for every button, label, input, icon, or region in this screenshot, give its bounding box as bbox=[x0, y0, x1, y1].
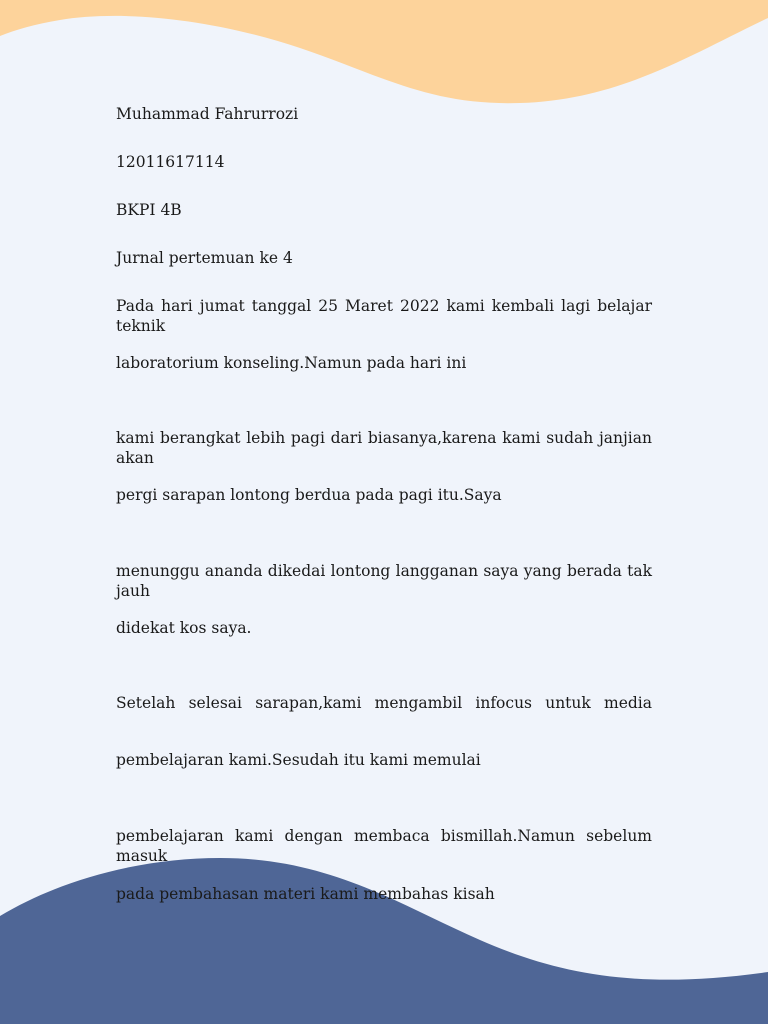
paragraph-line: kami berangkat lebih pagi dari biasanya,karena kami sudah janjian akan bbox=[116, 429, 652, 467]
author-name: Muhammad Fahrurrozi bbox=[116, 105, 299, 123]
paragraph-line: laboratorium konseling.Namun pada hari ini bbox=[116, 354, 467, 372]
paragraph-line: menunggu ananda dikedai lontong langganan saya yang berada tak jauh bbox=[116, 562, 652, 600]
paragraph-line: pada pembahasan materi kami membahas kisah bbox=[116, 885, 495, 903]
paragraph-line: pembelajaran kami.Sesudah itu kami memulai bbox=[116, 751, 481, 769]
paragraph-line: Setelah selesai sarapan,kami mengambil infocus untuk media bbox=[116, 694, 652, 712]
bottom-wave-shape bbox=[0, 858, 768, 1024]
paragraph-line: pergi sarapan lontong berdua pada pagi itu.Saya bbox=[116, 486, 502, 504]
top-wave-shape bbox=[0, 0, 768, 103]
class-name: BKPI 4B bbox=[116, 201, 182, 219]
journal-title: Jurnal pertemuan ke 4 bbox=[116, 249, 293, 267]
paragraph-line: Pada hari jumat tanggal 25 Maret 2022 kami kembali lagi belajar teknik bbox=[116, 297, 652, 335]
paragraph-line: didekat kos saya. bbox=[116, 619, 252, 637]
paragraph-line: pembelajaran kami dengan membaca bismillah.Namun sebelum masuk bbox=[116, 827, 652, 865]
student-id: 12011617114 bbox=[116, 153, 225, 171]
